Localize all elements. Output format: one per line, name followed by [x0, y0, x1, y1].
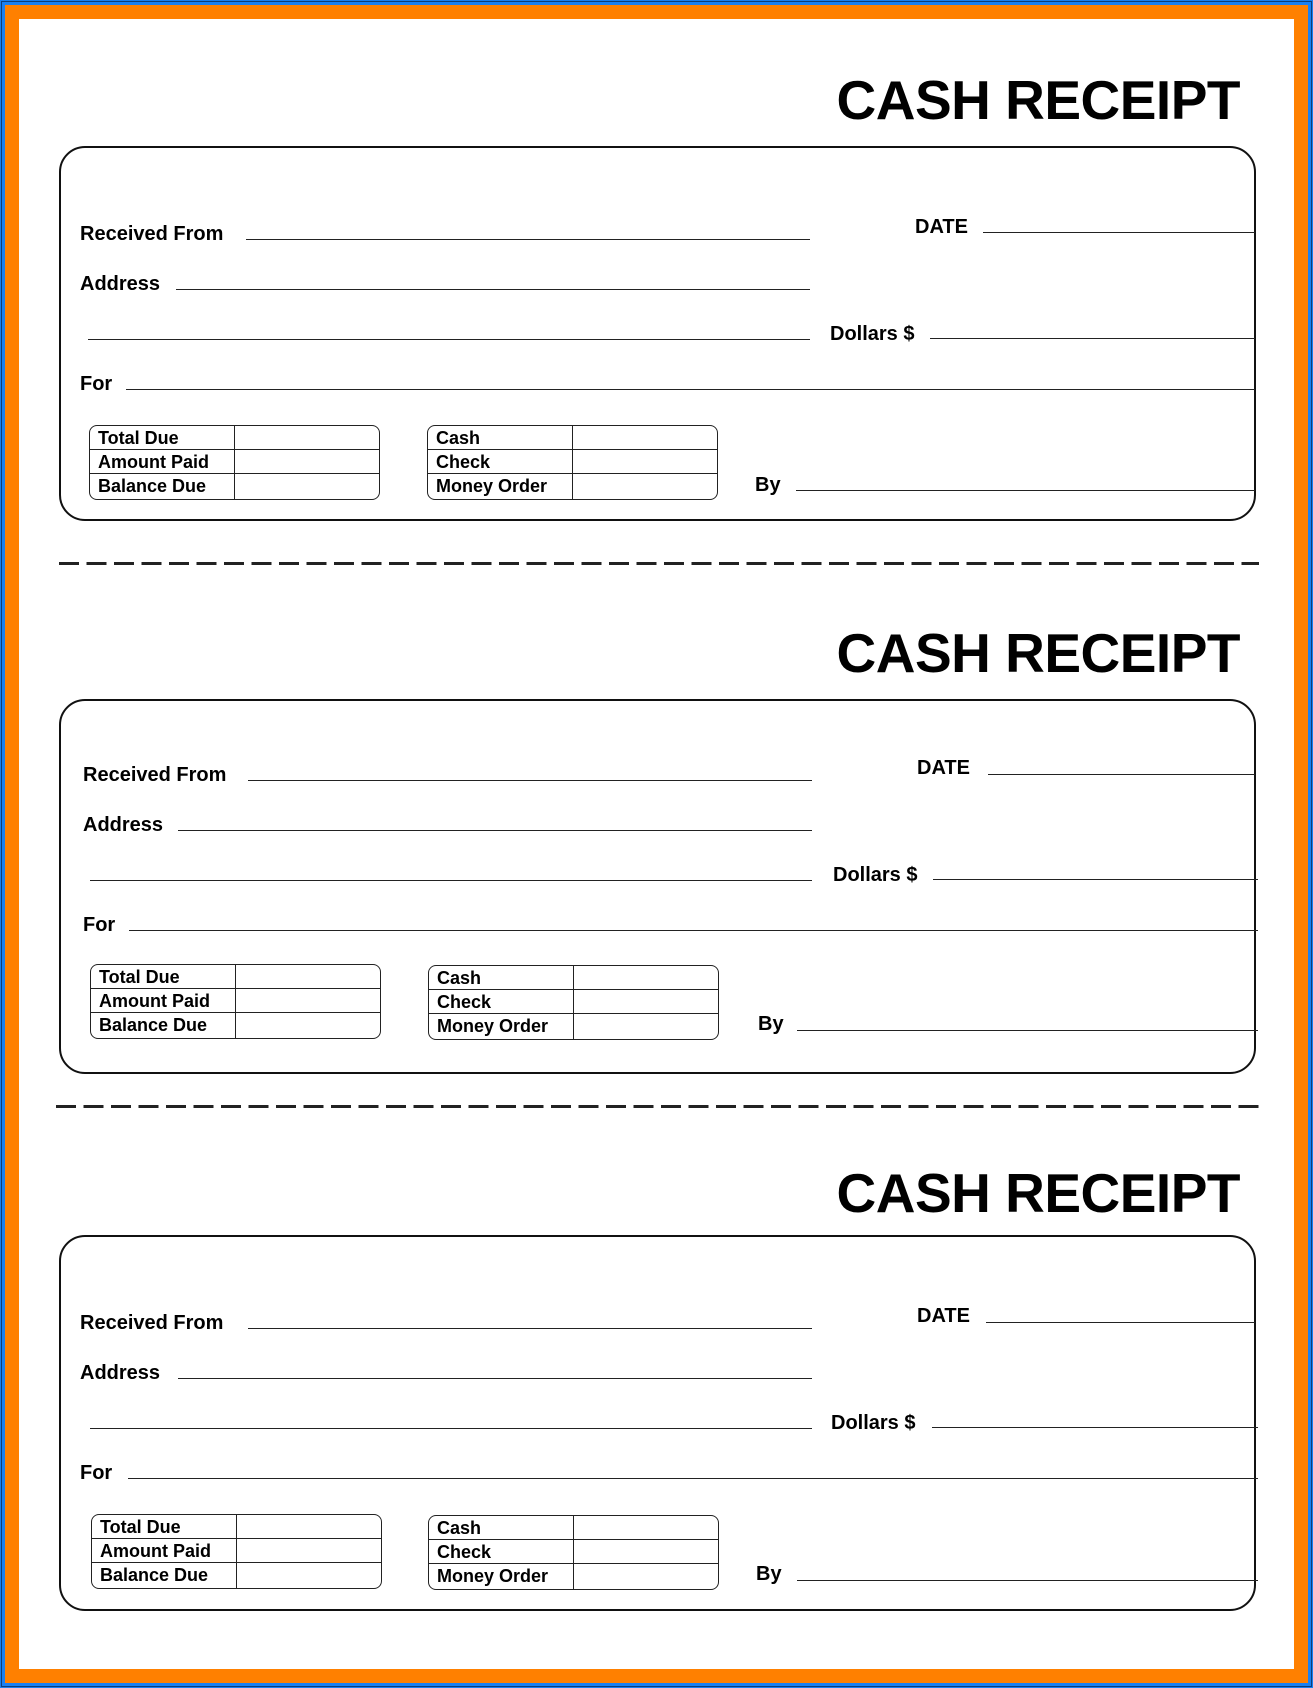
amount-words-line[interactable] [90, 880, 812, 881]
amount-words-line[interactable] [90, 1428, 812, 1429]
cash-label: Cash [437, 1518, 482, 1538]
date-line[interactable] [988, 774, 1255, 775]
received-from-label: Received From [80, 1312, 224, 1334]
dollars-line[interactable] [930, 338, 1255, 339]
check-label: Check [436, 452, 491, 472]
by-line[interactable] [797, 1580, 1258, 1581]
amount-paid-row[interactable] [91, 989, 380, 1013]
amount-words-line[interactable] [88, 339, 810, 340]
by-line[interactable] [797, 1030, 1258, 1031]
money-order-row[interactable] [429, 1564, 718, 1589]
payment-method-table [427, 425, 718, 500]
money-order-cell[interactable] [573, 1014, 718, 1039]
amount-paid-label: Amount Paid [99, 991, 210, 1011]
total-due-cell[interactable] [235, 965, 380, 988]
dollars-label: Dollars $ [831, 1412, 916, 1434]
cash-label: Cash [437, 968, 482, 988]
address-label: Address [80, 273, 161, 295]
total-due-row[interactable] [91, 965, 380, 989]
address-line[interactable] [178, 830, 812, 831]
amount-paid-row[interactable] [92, 1539, 381, 1563]
cash-row[interactable] [429, 1516, 718, 1540]
address-line[interactable] [178, 1378, 812, 1379]
by-line[interactable] [796, 490, 1255, 491]
total-due-row[interactable] [92, 1515, 381, 1539]
balance-due-cell[interactable] [235, 1013, 380, 1038]
balance-due-cell[interactable] [236, 1563, 381, 1588]
payment-method-table [428, 965, 719, 1040]
cash-cell[interactable] [572, 426, 717, 449]
money-order-row[interactable] [429, 1014, 718, 1039]
dollars-label: Dollars $ [833, 864, 918, 886]
money-order-cell[interactable] [572, 474, 717, 499]
money-order-cell[interactable] [573, 1564, 718, 1589]
by-label: By [756, 1563, 782, 1585]
dollars-line[interactable] [933, 879, 1258, 880]
for-line[interactable] [126, 389, 1255, 390]
received-from-label: Received From [83, 764, 227, 786]
balance-due-cell[interactable] [234, 474, 379, 499]
date-line[interactable] [983, 232, 1255, 233]
date-label: DATE [917, 757, 970, 779]
balance-due-row[interactable] [90, 474, 379, 499]
check-label: Check [437, 1542, 492, 1562]
payment-method-table [428, 1515, 719, 1590]
totals-table [89, 425, 380, 500]
by-label: By [758, 1013, 784, 1035]
totals-table [90, 964, 381, 1039]
received-from-label: Received From [80, 223, 224, 245]
check-label: Check [437, 992, 492, 1012]
receipt-title: CASH RECEIPT [836, 1162, 1240, 1224]
receipt-1 [0, 0, 1313, 500]
balance-due-label: Balance Due [98, 476, 207, 496]
for-label: For [80, 373, 113, 395]
receipt-2 [0, 553, 1313, 1053]
received-from-line[interactable] [246, 239, 810, 240]
address-line[interactable] [176, 289, 810, 290]
received-from-line[interactable] [248, 780, 812, 781]
cash-cell[interactable] [573, 1516, 718, 1539]
dollars-label: Dollars $ [830, 323, 915, 345]
money-order-label: Money Order [437, 1016, 549, 1036]
date-label: DATE [917, 1305, 970, 1327]
date-line[interactable] [986, 1322, 1255, 1323]
total-due-label: Total Due [99, 967, 180, 987]
total-due-row[interactable] [90, 426, 379, 450]
cash-row[interactable] [428, 426, 717, 450]
check-cell[interactable] [573, 1540, 718, 1563]
check-cell[interactable] [573, 990, 718, 1013]
amount-paid-label: Amount Paid [98, 452, 209, 472]
address-label: Address [83, 814, 164, 836]
address-label: Address [80, 1362, 161, 1384]
total-due-cell[interactable] [234, 426, 379, 449]
total-due-cell[interactable] [236, 1515, 381, 1538]
totals-table [91, 1514, 382, 1589]
balance-due-row[interactable] [91, 1013, 380, 1038]
by-label: By [755, 474, 781, 496]
check-cell[interactable] [572, 450, 717, 473]
balance-due-label: Balance Due [99, 1015, 208, 1035]
for-line[interactable] [129, 930, 1258, 931]
amount-paid-cell[interactable] [234, 450, 379, 473]
receipt-3 [0, 1089, 1313, 1589]
for-line[interactable] [128, 1478, 1258, 1479]
amount-paid-label: Amount Paid [100, 1541, 211, 1561]
total-due-label: Total Due [100, 1517, 181, 1537]
cash-cell[interactable] [573, 966, 718, 989]
cash-label: Cash [436, 428, 481, 448]
balance-due-row[interactable] [92, 1563, 381, 1588]
date-label: DATE [915, 216, 968, 238]
amount-paid-row[interactable] [90, 450, 379, 474]
receipt-title: CASH RECEIPT [836, 69, 1240, 131]
received-from-line[interactable] [248, 1328, 812, 1329]
receipt-title: CASH RECEIPT [836, 622, 1240, 684]
money-order-label: Money Order [436, 476, 548, 496]
money-order-label: Money Order [437, 1566, 549, 1586]
amount-paid-cell[interactable] [236, 1539, 381, 1562]
money-order-row[interactable] [428, 474, 717, 499]
cash-row[interactable] [429, 966, 718, 990]
check-row[interactable] [428, 450, 717, 474]
dollars-line[interactable] [932, 1427, 1258, 1428]
check-row[interactable] [429, 990, 718, 1014]
balance-due-label: Balance Due [100, 1565, 209, 1585]
for-label: For [83, 914, 116, 936]
for-label: For [80, 1462, 113, 1484]
amount-paid-cell[interactable] [235, 989, 380, 1012]
total-due-label: Total Due [98, 428, 179, 448]
check-row[interactable] [429, 1540, 718, 1564]
